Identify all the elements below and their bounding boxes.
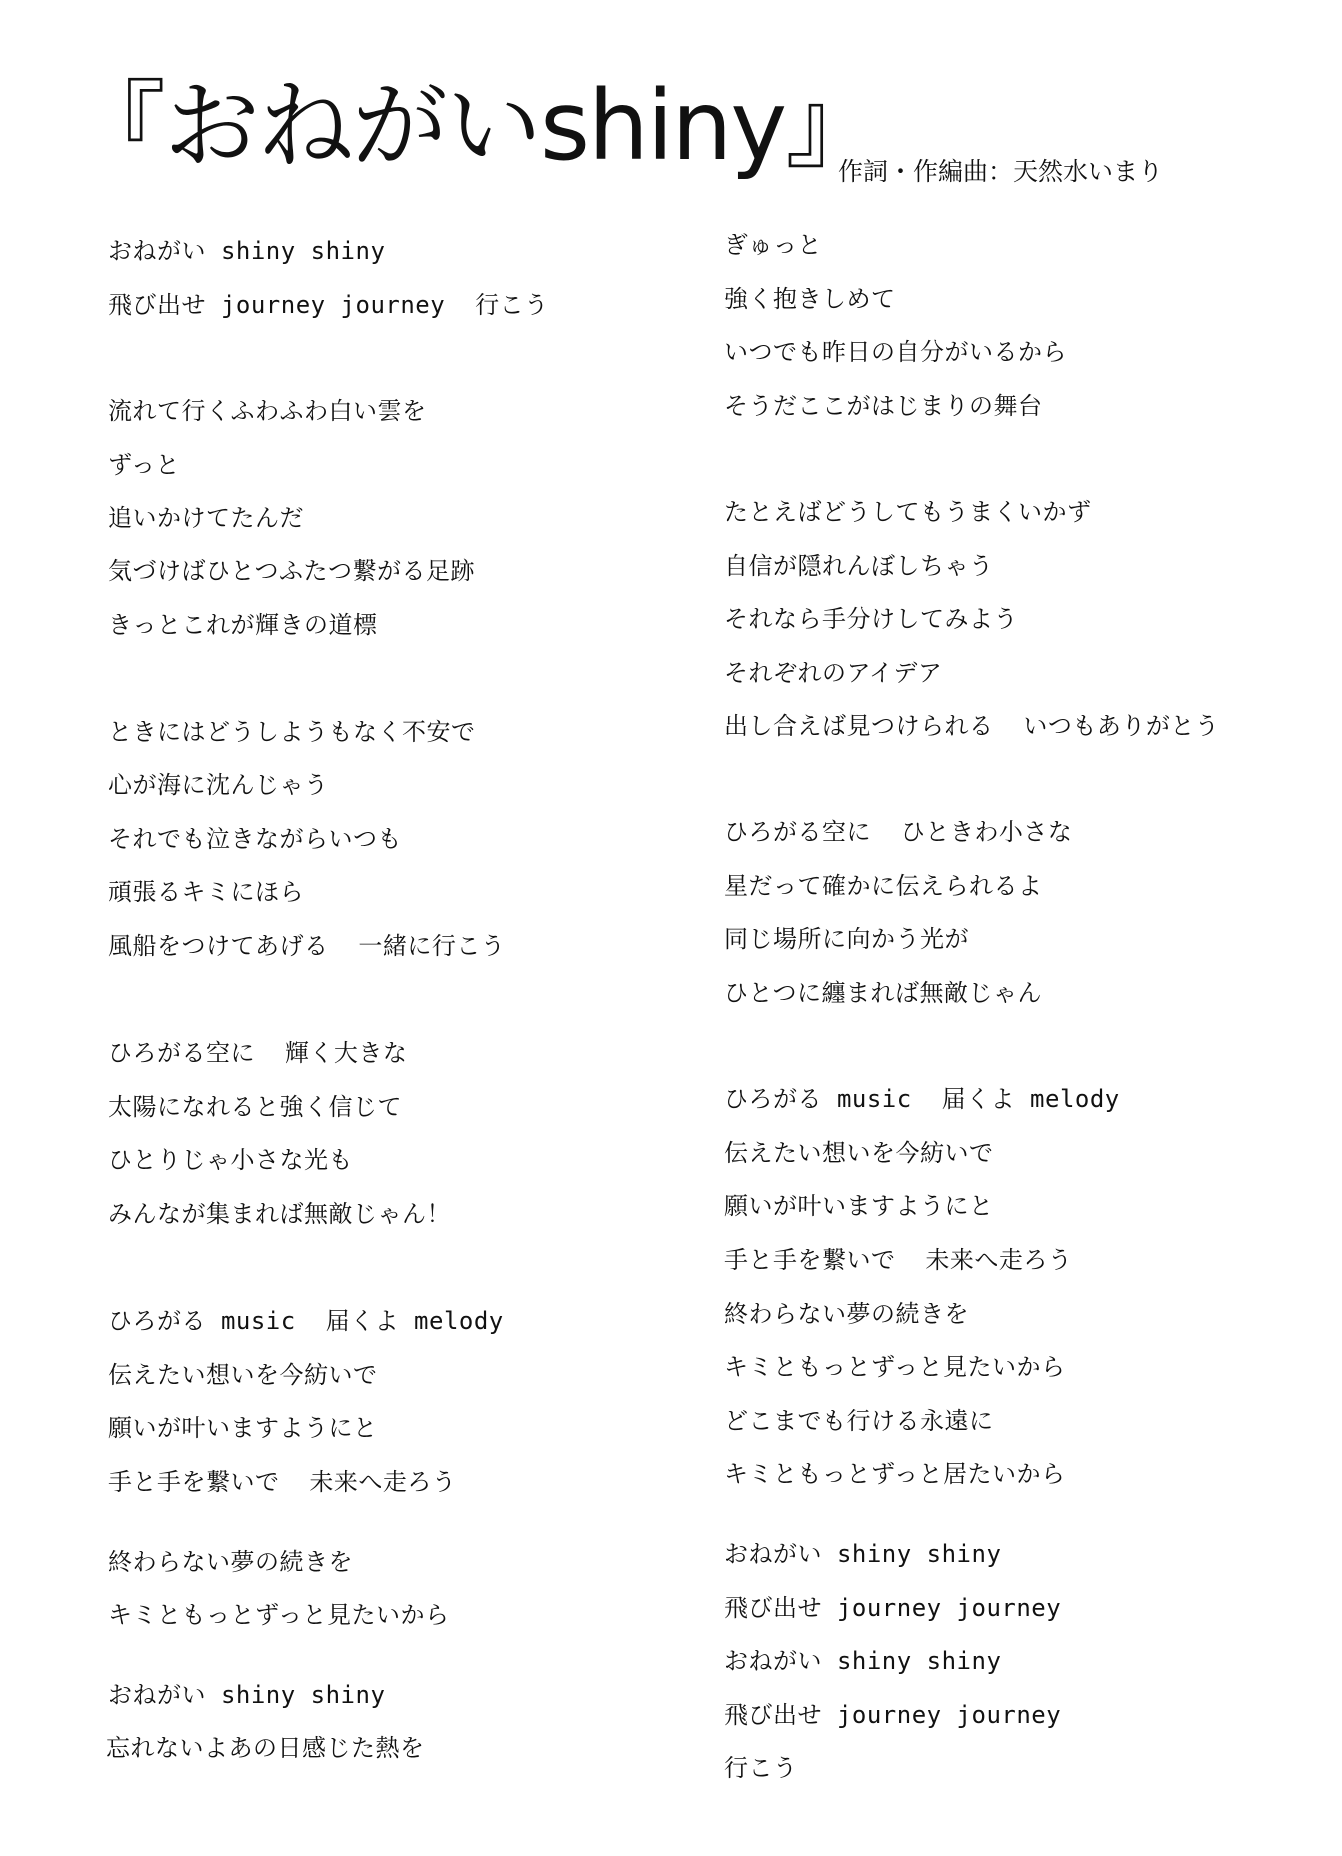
lyric-line: ひとつに纏まれば無敵じゃん — [724, 979, 1043, 1007]
lyric-line: 出し合えば見つけられる いつもありがとう — [724, 712, 1220, 740]
lyric-line: おねがい shiny shiny — [724, 1647, 1002, 1675]
lyric-line: 伝えたい想いを今紡いで — [724, 1139, 994, 1167]
lyric-line: 願いが叶いますようにと — [108, 1414, 378, 1442]
lyric-line: それでも泣きながらいつも — [108, 825, 402, 853]
lyric-line: 流れて行くふわふわ白い雲を — [108, 397, 427, 425]
lyric-line: ぎゅっと — [724, 231, 822, 259]
song-title: 『おねがいshiny』 — [70, 70, 880, 182]
lyric-line: ひろがる music 届くよ melody — [724, 1085, 1120, 1113]
lyric-line: おねがい shiny shiny — [108, 1681, 386, 1709]
lyric-line: 頑張るキミにほら — [108, 878, 304, 906]
lyric-line: いつでも昨日の自分がいるから — [724, 338, 1067, 366]
lyric-line: それぞれのアイデア — [724, 659, 943, 687]
lyric-line: おねがい shiny shiny — [108, 237, 386, 265]
lyric-line: 飛び出せ journey journey 行こう — [108, 291, 549, 319]
lyric-line: 星だって確かに伝えられるよ — [724, 872, 1043, 900]
lyric-line: それなら手分けしてみよう — [724, 605, 1018, 633]
lyric-line: 手と手を繋いで 未来へ走ろう — [108, 1468, 457, 1496]
lyric-line: 追いかけてたんだ — [108, 504, 304, 532]
lyric-line: 同じ場所に向かう光が — [724, 925, 969, 953]
lyric-line: 飛び出せ journey journey — [724, 1594, 1062, 1622]
lyric-line: ひろがる空に ひときわ小さな — [724, 818, 1073, 846]
lyric-line: 強く抱きしめて — [724, 285, 896, 313]
lyric-line: 忘れないよあの日感じた熱を — [106, 1734, 425, 1762]
lyric-line: 願いが叶いますようにと — [724, 1192, 994, 1220]
lyric-line: キミともっとずっと見たいから — [724, 1353, 1066, 1381]
lyric-line: たとえばどうしてもうまくいかず — [724, 498, 1092, 526]
lyric-line: 飛び出せ journey journey — [724, 1701, 1062, 1729]
lyric-line: ときにはどうしようもなく不安で — [108, 718, 476, 746]
songwriter-credit: 作詞・作編曲：天然水いまり — [838, 157, 1164, 186]
lyric-line: おねがい shiny shiny — [724, 1540, 1002, 1568]
lyric-line: 風船をつけてあげる 一緒に行こう — [108, 932, 506, 960]
lyric-line: 心が海に沈んじゃう — [108, 771, 329, 799]
lyric-line: そうだここがはじまりの舞台 — [724, 392, 1043, 420]
lyric-line: みんなが集まれば無敵じゃん！ — [108, 1200, 451, 1228]
lyric-line: キミともっとずっと居たいから — [724, 1460, 1066, 1488]
lyric-line: 手と手を繋いで 未来へ走ろう — [724, 1246, 1073, 1274]
lyric-line: 伝えたい想いを今紡いで — [108, 1361, 378, 1389]
lyric-line: どこまでも行ける永遠に — [724, 1407, 994, 1435]
lyric-line: 終わらない夢の続きを — [108, 1548, 353, 1576]
lyric-line: ずっと — [108, 451, 181, 479]
lyric-line: ひろがる music 届くよ melody — [108, 1307, 504, 1335]
lyric-line: キミともっとずっと見たいから — [108, 1601, 450, 1629]
lyric-line: ひろがる空に 輝く大きな — [108, 1039, 408, 1067]
lyric-line: 終わらない夢の続きを — [724, 1300, 969, 1328]
lyric-line: ひとりじゃ小さな光も — [108, 1146, 353, 1174]
lyric-line: 太陽になれると強く信じて — [108, 1093, 402, 1121]
lyric-line: 自信が隠れんぼしちゃう — [724, 552, 994, 580]
lyric-line: 気づけばひとつふたつ繋がる足跡 — [108, 557, 476, 585]
lyric-line: きっとこれが輝きの道標 — [108, 611, 378, 639]
lyric-line: 行こう — [724, 1754, 798, 1782]
